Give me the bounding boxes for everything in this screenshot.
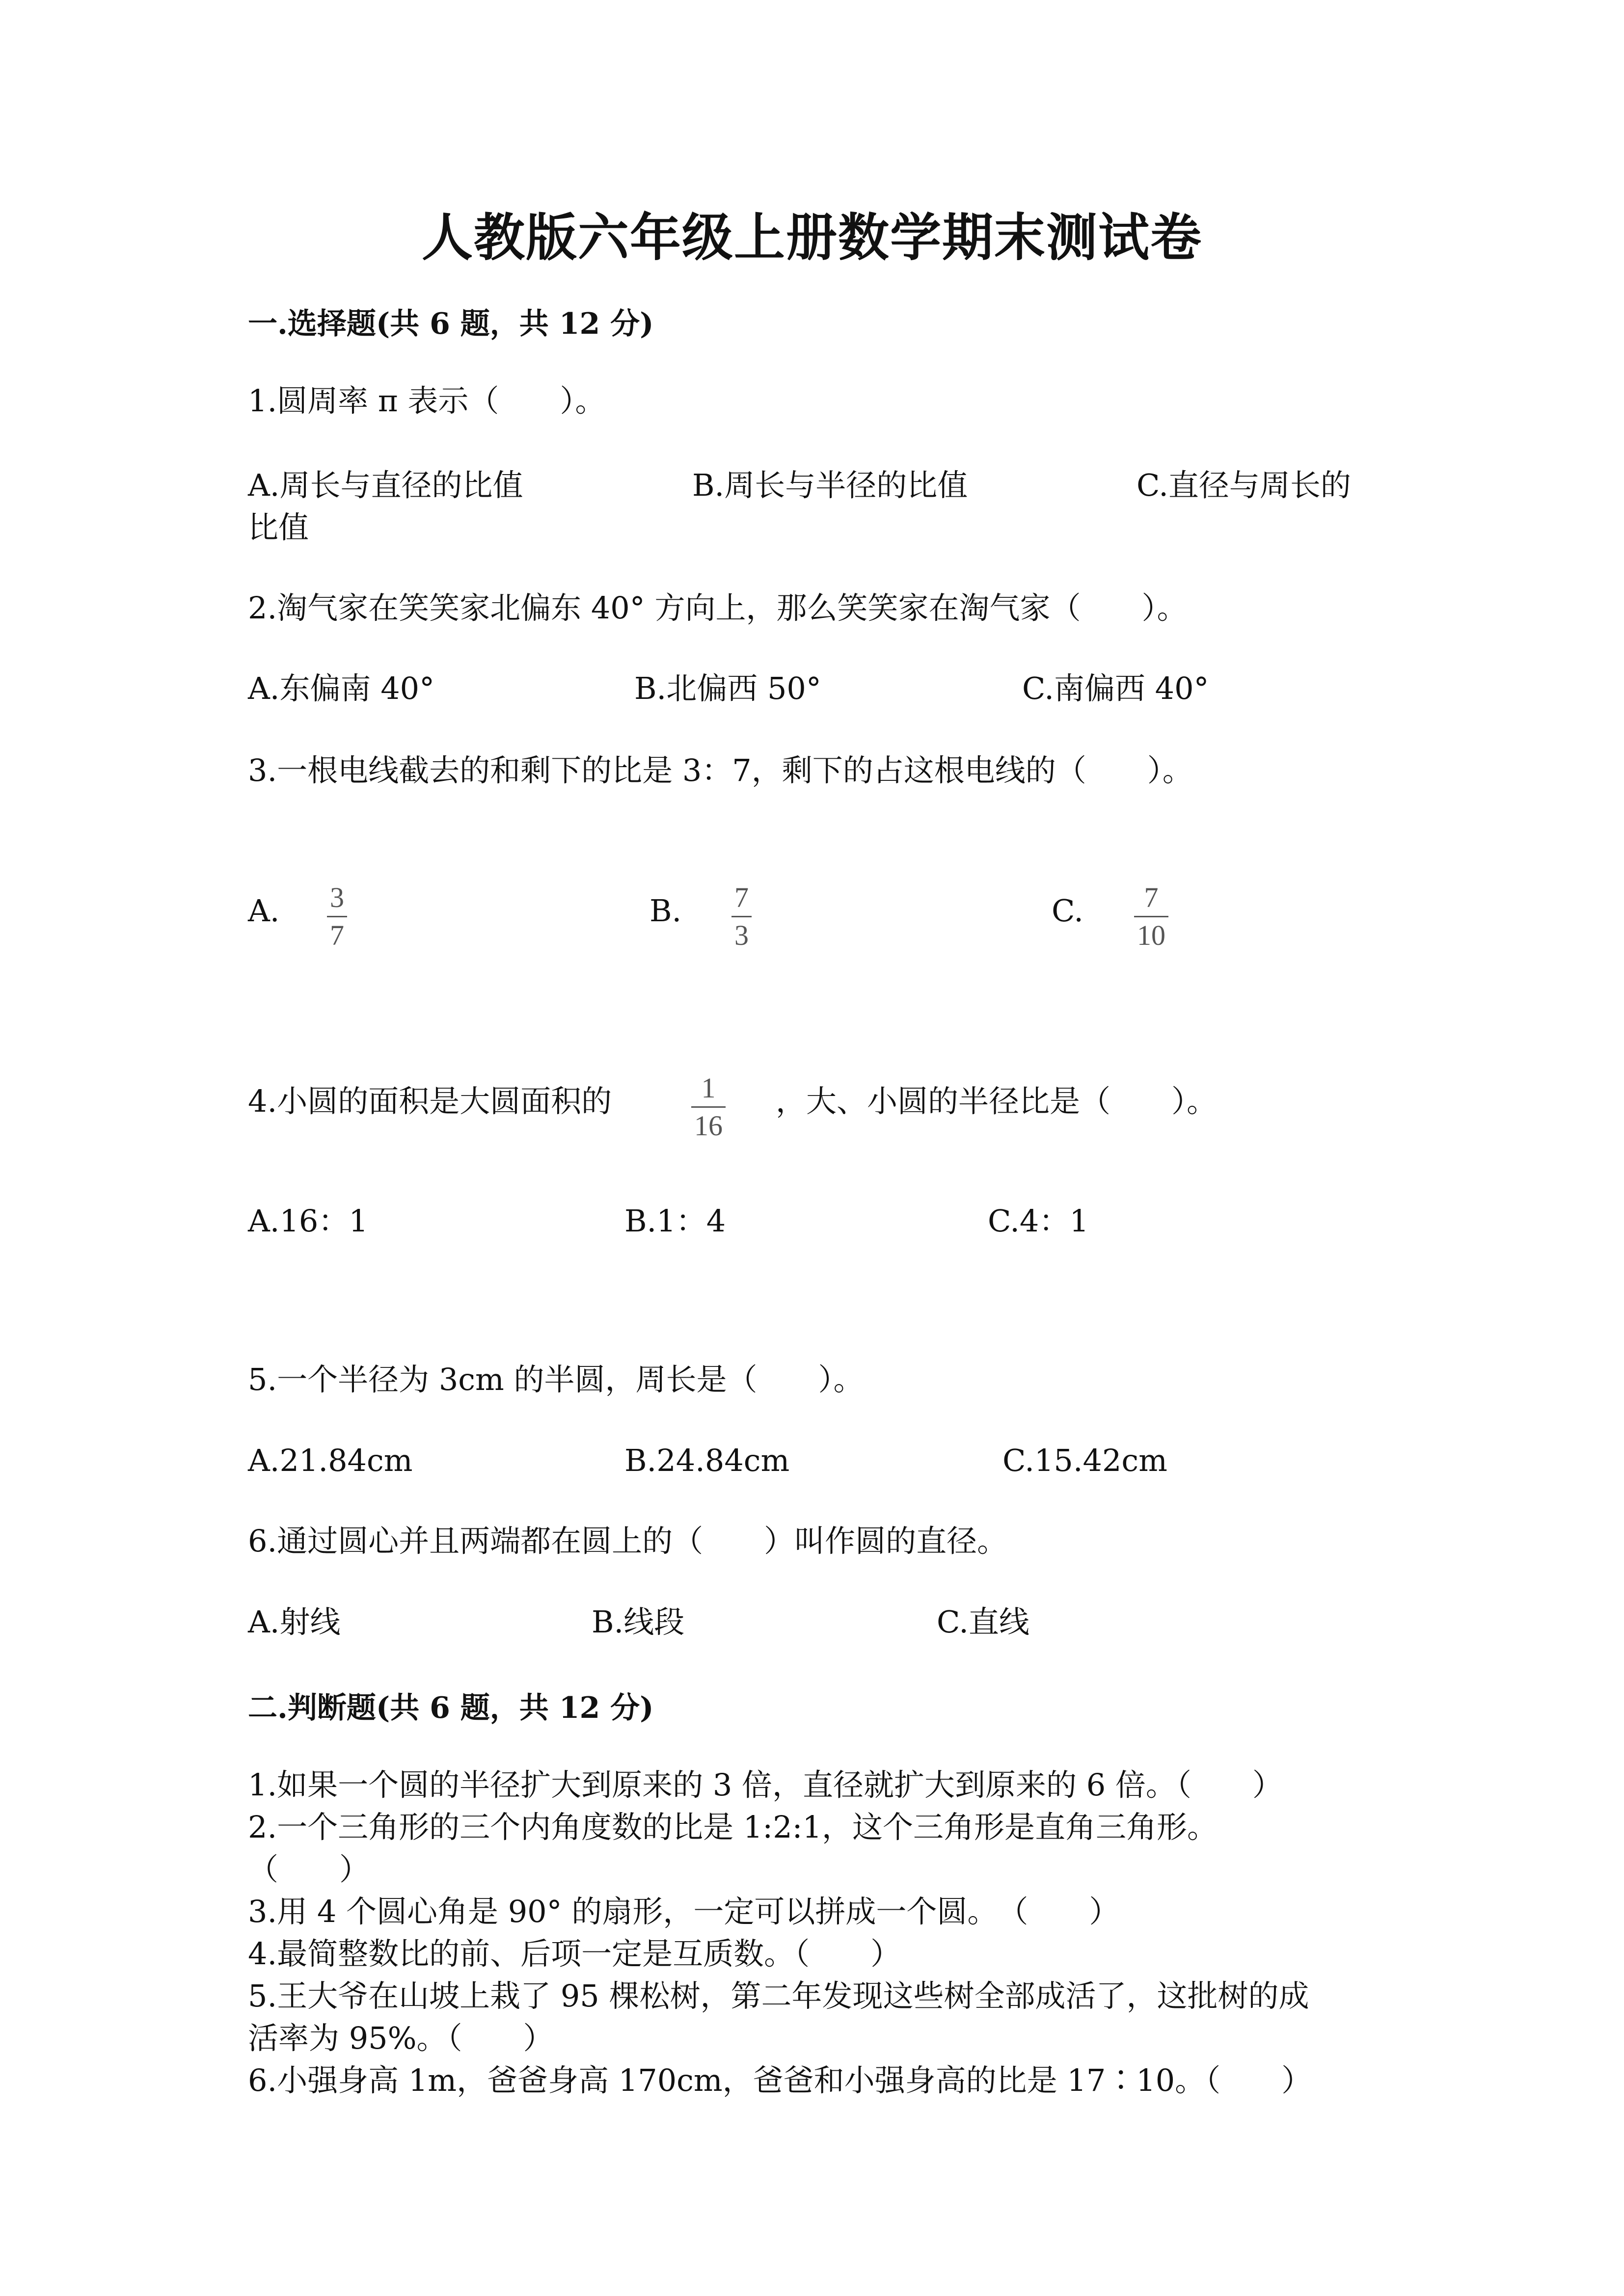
section-heading-judgment: 二.判断题(共 6 题，共 12 分) — [248, 1691, 654, 1725]
q3-option-c: C. — [1052, 893, 1083, 929]
tf-item-2: 2.一个三角形的三个内角度数的比是 1:2:1，这个三角形是直角三角形。 — [248, 1809, 1218, 1845]
q3-option-a: A. — [248, 893, 280, 929]
q1-option-c: C.直径与周长的 — [1137, 467, 1351, 503]
fraction-denominator: 10 — [1137, 919, 1165, 951]
q1-option-c-wrap: 比值 — [248, 509, 309, 545]
q6-option-a: A.射线 — [248, 1604, 341, 1640]
q4-fraction — [691, 1074, 726, 1140]
question-4-after: ，大、小圆的半径比是（ ）。 — [776, 1083, 1218, 1119]
fraction-denominator: 3 — [734, 919, 749, 951]
tf-item-2-wrap: （ ） — [248, 1851, 370, 1887]
fraction-numerator: 7 — [734, 881, 749, 913]
q6-option-c: C.直线 — [937, 1604, 1029, 1640]
q5-option-a: A.21.84cm — [248, 1442, 413, 1478]
tf-item-6: 6.小强身高 1m，爸爸身高 170cm，爸爸和小强身高的比是 17∶10。（ ） — [248, 2062, 1312, 2098]
tf-item-1: 1.如果一个圆的半径扩大到原来的 3 倍，直径就扩大到原来的 6 倍。（ ） — [248, 1767, 1283, 1803]
question-1: 1.圆周率 π 表示（ ）。 — [248, 383, 606, 419]
q5-option-c: C.15.42cm — [1002, 1442, 1167, 1478]
tf-item-5: 5.王大爷在山坡上栽了 95 棵松树，第二年发现这些树全部成活了，这批树的成 — [248, 1978, 1309, 2014]
question-4-before: 4.小圆的面积是大圆面积的 — [248, 1083, 612, 1119]
section-heading-choice: 一.选择题(共 6 题，共 12 分) — [248, 307, 654, 341]
fraction-denominator: 16 — [694, 1110, 723, 1142]
fraction-numerator: 3 — [330, 881, 344, 913]
q3-option-a-fraction — [327, 883, 347, 950]
fraction-numerator: 7 — [1144, 881, 1159, 913]
q3-option-c-fraction — [1134, 883, 1168, 950]
q3-option-b: B. — [650, 893, 682, 929]
question-2: 2.淘气家在笑笑家北偏东 40° 方向上，那么笑笑家在淘气家（ ）。 — [248, 590, 1188, 626]
tf-item-4: 4.最简整数比的前、后项一定是互质数。（ ） — [248, 1936, 901, 1972]
q2-option-b: B.北偏西 50° — [634, 670, 821, 706]
question-6: 6.通过圆心并且两端都在圆上的（ ）叫作圆的直径。 — [248, 1523, 1008, 1559]
fraction-numerator: 1 — [701, 1072, 716, 1104]
question-5: 5.一个半径为 3cm 的半圆，周长是（ ）。 — [248, 1362, 864, 1397]
tf-item-5-wrap: 活率为 95%。（ ） — [248, 2020, 554, 2056]
q6-option-b: B.线段 — [592, 1604, 685, 1640]
q4-option-c: C.4：1 — [988, 1203, 1089, 1239]
q5-option-b: B.24.84cm — [624, 1442, 790, 1478]
fraction-denominator: 7 — [330, 919, 344, 951]
q4-option-b: B.1：4 — [624, 1203, 726, 1239]
q2-option-c: C.南偏西 40° — [1022, 670, 1209, 706]
q1-option-a: A.周长与直径的比值 — [248, 467, 523, 503]
page-title: 人教版六年级上册数学期末测试卷 — [421, 207, 1202, 267]
q1-option-b: B.周长与半径的比值 — [692, 467, 968, 503]
q3-option-b-fraction — [731, 883, 752, 950]
q2-option-a: A.东偏南 40° — [248, 670, 435, 706]
question-3: 3.一根电线截去的和剩下的比是 3：7，剩下的占这根电线的（ ）。 — [248, 752, 1193, 788]
tf-item-3: 3.用 4 个圆心角是 90° 的扇形，一定可以拼成一个圆。 （ ） — [248, 1894, 1120, 1929]
q4-option-a: A.16：1 — [248, 1203, 368, 1239]
